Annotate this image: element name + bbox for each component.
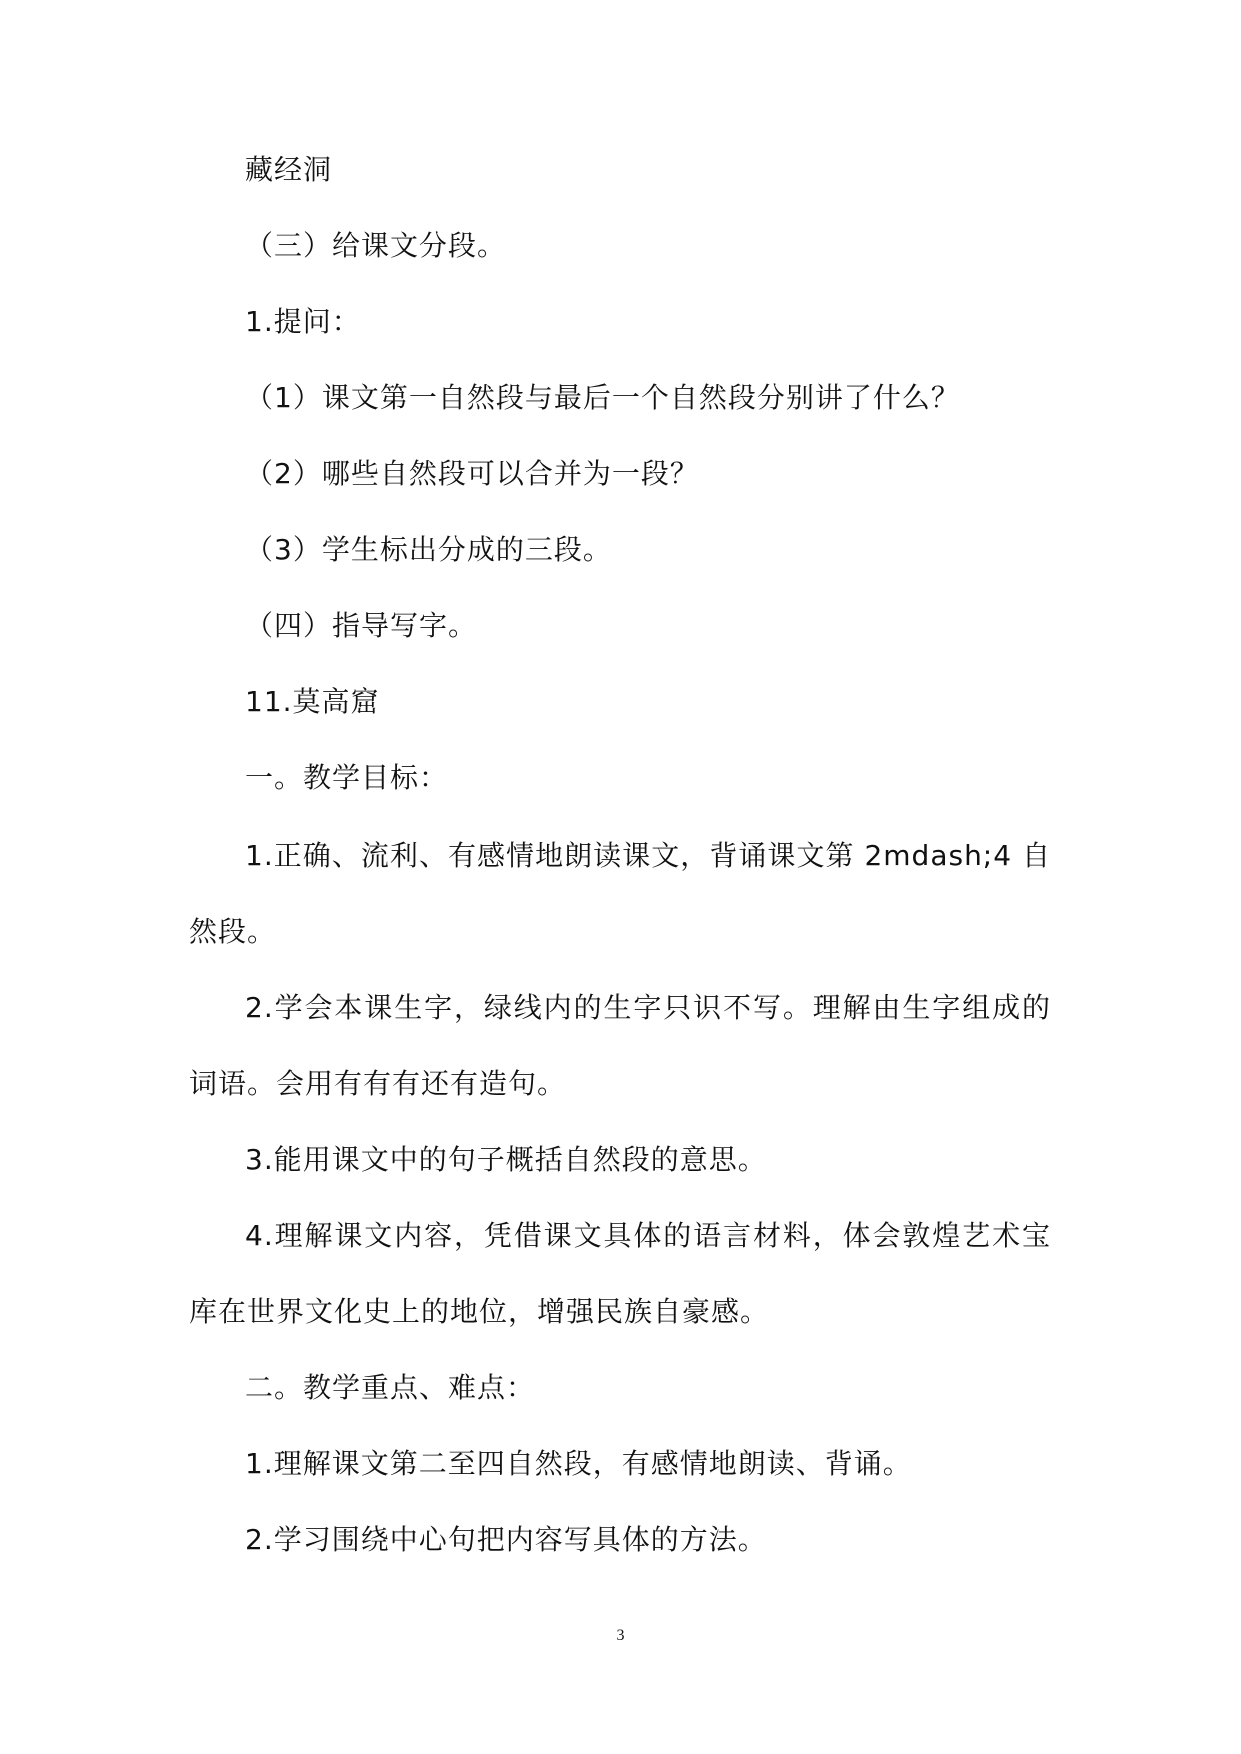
page-number: 3: [616, 1627, 625, 1644]
key-point-2: 2.学习围绕中心句把内容写具体的方法。: [245, 1523, 767, 1556]
objectives-heading: 一。教学目标：: [245, 761, 449, 794]
key-points-heading: 二。教学重点、难点：: [245, 1371, 536, 1404]
question-2: （2）哪些自然段可以合并为一段？: [245, 457, 699, 490]
text-line-cangjingdong: 藏经洞: [245, 153, 333, 186]
question-3: （3）学生标出分成的三段。: [245, 533, 612, 566]
objective-2: 2.学会本课生字，绿线内的生字只识不写。理解由生字组成的词语。会用有有有还有造句。: [189, 991, 1051, 1100]
objective-4: 4.理解课文内容，凭借课文具体的语言材料，体会敦煌艺术宝库在世界文化史上的地位，增强民族自豪感。: [189, 1219, 1051, 1328]
key-point-1: 1.理解课文第二至四自然段，有感情地朗读、背诵。: [245, 1447, 912, 1480]
section-heading-4: （四）指导写字。: [245, 609, 478, 642]
objective-3: 3.能用课文中的句子概括自然段的意思。: [245, 1143, 767, 1176]
section-heading-3: （三）给课文分段。: [245, 229, 507, 262]
question-1: （1）课文第一自然段与最后一个自然段分别讲了什么？: [245, 381, 960, 414]
objective-1: 1.正确、流利、有感情地朗读课文，背诵课文第 2mdash;4 自然段。: [189, 839, 1051, 948]
lesson-title: 11.莫高窟: [245, 685, 380, 718]
question-heading: 1.提问：: [245, 305, 361, 338]
